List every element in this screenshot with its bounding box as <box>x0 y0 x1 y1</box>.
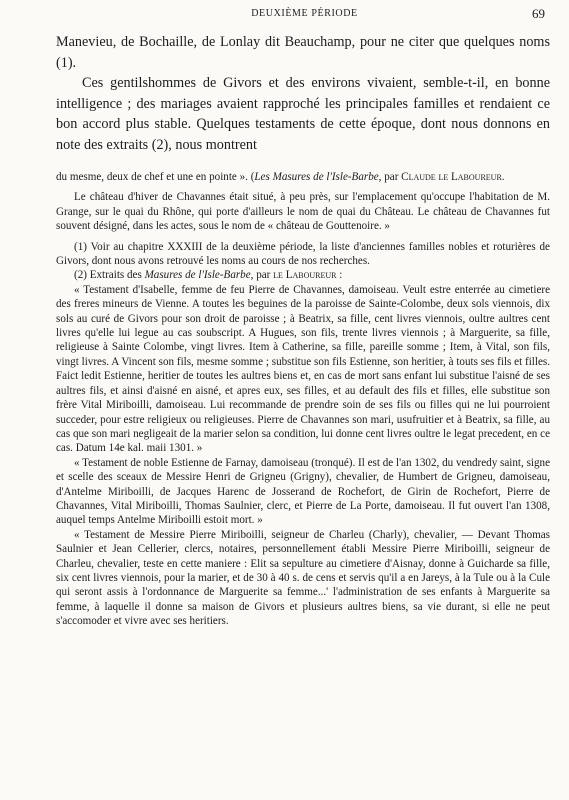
source-title: Les Masures de l'Isle-Barbe, <box>254 171 382 183</box>
footnote-2-text: (2) Extraits des <box>74 269 145 282</box>
note-continuation <box>56 170 550 184</box>
testament-isabelle: « Testament d'Isabelle, femme de feu Pierre de Chavannes, damoiseau. Veult estre enterrée au cimetiere des freres mineurs de Vienne. A toutes les beguines de la paroisse de Sainte-Colombe, deux sols viennois, dix sols au curé de Givors pour son droit de paroisse ; à Beatrix, sa fille, cent livres viennois, oultre aultres cent livres qu'elle lui legue au cas soubscript. A Hugues, son fils, trente livres viennois ; à Marguerite, sa fille, religieuse à Sainte Colombe, vingt livres. Item à Catherine, sa fille, pareille somme ; Item, à Vital, son fils, vingt livres. A Vincent son fils, mesme somme ; substitue son fils Estienne, son heritier, à touts ses fils et filles. Faict ledit Estienne, heritier de toutes les aultres biens et, en cas de mort sans enfant lui substitue l'aisné de ses aultres fils, et ainsi d'aisné en aisné, et apres eux, ses filles, et au default des fils et filles, elle substitue son frère Vital Miriboilli, damoiseau. Lui recommande de prendre soin de ses fils ou filles qui ne lui pourroient succeder, pour estre religieux ou religieuses. Pierre de Chavannes son mari, usufruitier et à Beatrix, sa fille, au cas que son mari negligeait de la marier selon sa condition, lui donne cent livres oultre le legat precedent, en ce cas. Datum 14e kal. maii 1301. » <box>56 283 550 455</box>
source-author: Claude le Laboureur. <box>401 171 505 183</box>
footnote-2-by: par <box>253 269 274 282</box>
footnotes <box>56 170 550 629</box>
note-chateau: Le château d'hiver de Chavannes était situé, à peu près, sur l'emplacement qu'occupe l'habitation de M. Grange, sur le quai du Rhône, qui porte d'ailleurs le nom de quai du Château. Le château de Chavannes fut souvent désigné, dans les actes, sous le nom de « château de Gouttenoire. » <box>56 191 550 233</box>
note-continuation-text: du mesme, deux de chef et une en pointe ». ( <box>56 171 255 183</box>
page-number: 69 <box>532 6 545 21</box>
testament-miriboilli: « Testament de Messire Pierre Miriboilli, seigneur de Charleu (Charly), chevalier, — Devant Thomas Saulnier et Jean Cellerier, clercs, notaires, personnellement établi Messire Pierre Miriboilli, seigneur de Charleu, chevalier, teste en cette maniere : Elit sa sepulture au cimetiere d'Aisnay, donne à Guicharde sa fille, six cent livres viennois, pour la marier, et de 30 à 40 s. de cens et servis qu'il a en Jareys, à la Tule ou à la Cule qui seront assis à l'ordonnance de Marguerite sa femme...' l'administration de ses enfants à Marguerite sa femme, à laquelle il donne sa maison de Givors et plusieurs aultres biens, sa vie durant, si elle ne peut s'accomoder et vivre avec ses heritiers. <box>56 528 550 628</box>
footnote-1: (1) Voir au chapitre XXXIII de la deuxième période, la liste d'anciennes familles nobles et roturières de Givors, dont nous avons retrouvé les noms au cours de nos recherches. <box>56 240 550 268</box>
running-title: DEUXIÈME PÉRIODE <box>251 8 358 19</box>
footnote-2-title: Masures de l'Isle-Barbe, <box>144 269 254 282</box>
main-paragraph-continued: Manevieu, de Bochaille, de Lonlay dit Beauchamp, pour ne citer que quelques noms (1). <box>56 34 550 71</box>
footnote-2 <box>56 268 550 282</box>
main-text <box>56 32 550 156</box>
running-head <box>60 6 549 22</box>
testament-farnay: « Testament de noble Estienne de Farnay, damoiseau (tronqué). Il est de l'an 1302, du vendredy saint, signe et scelle des sceaux de Messire Henri de Grigneu (Grigny), chevalier, de Humbert de Grigneu, damoiseau, d'Antelme Miriboilli, de Jacques Harenc de Josserand de Rochefort, de Girin de Rochefort, Pierre de Chavannes, Vital Miriboilli, Thomas Saulnier, clerc, et Pierre de La Porte, damoiseau. Il fut ouvert l'an 1308, auquel temps Antelme Miriboilli estoit mort. » <box>56 456 550 527</box>
footnote-2-colon: : <box>336 269 343 282</box>
main-paragraph: Ces gentilshommes de Givors et des environs vivaient, semble-t-il, en bonne intelligence ; des mariages avaient rapproché les principales familles et rendaient ce bon accord plus stable. Quelques testaments de cette époque, dont nous donnons en note des extraits (2), nous montrent <box>56 75 550 153</box>
note-continuation-by: par <box>381 171 402 183</box>
footnote-2-author: le Laboureur <box>273 269 337 282</box>
